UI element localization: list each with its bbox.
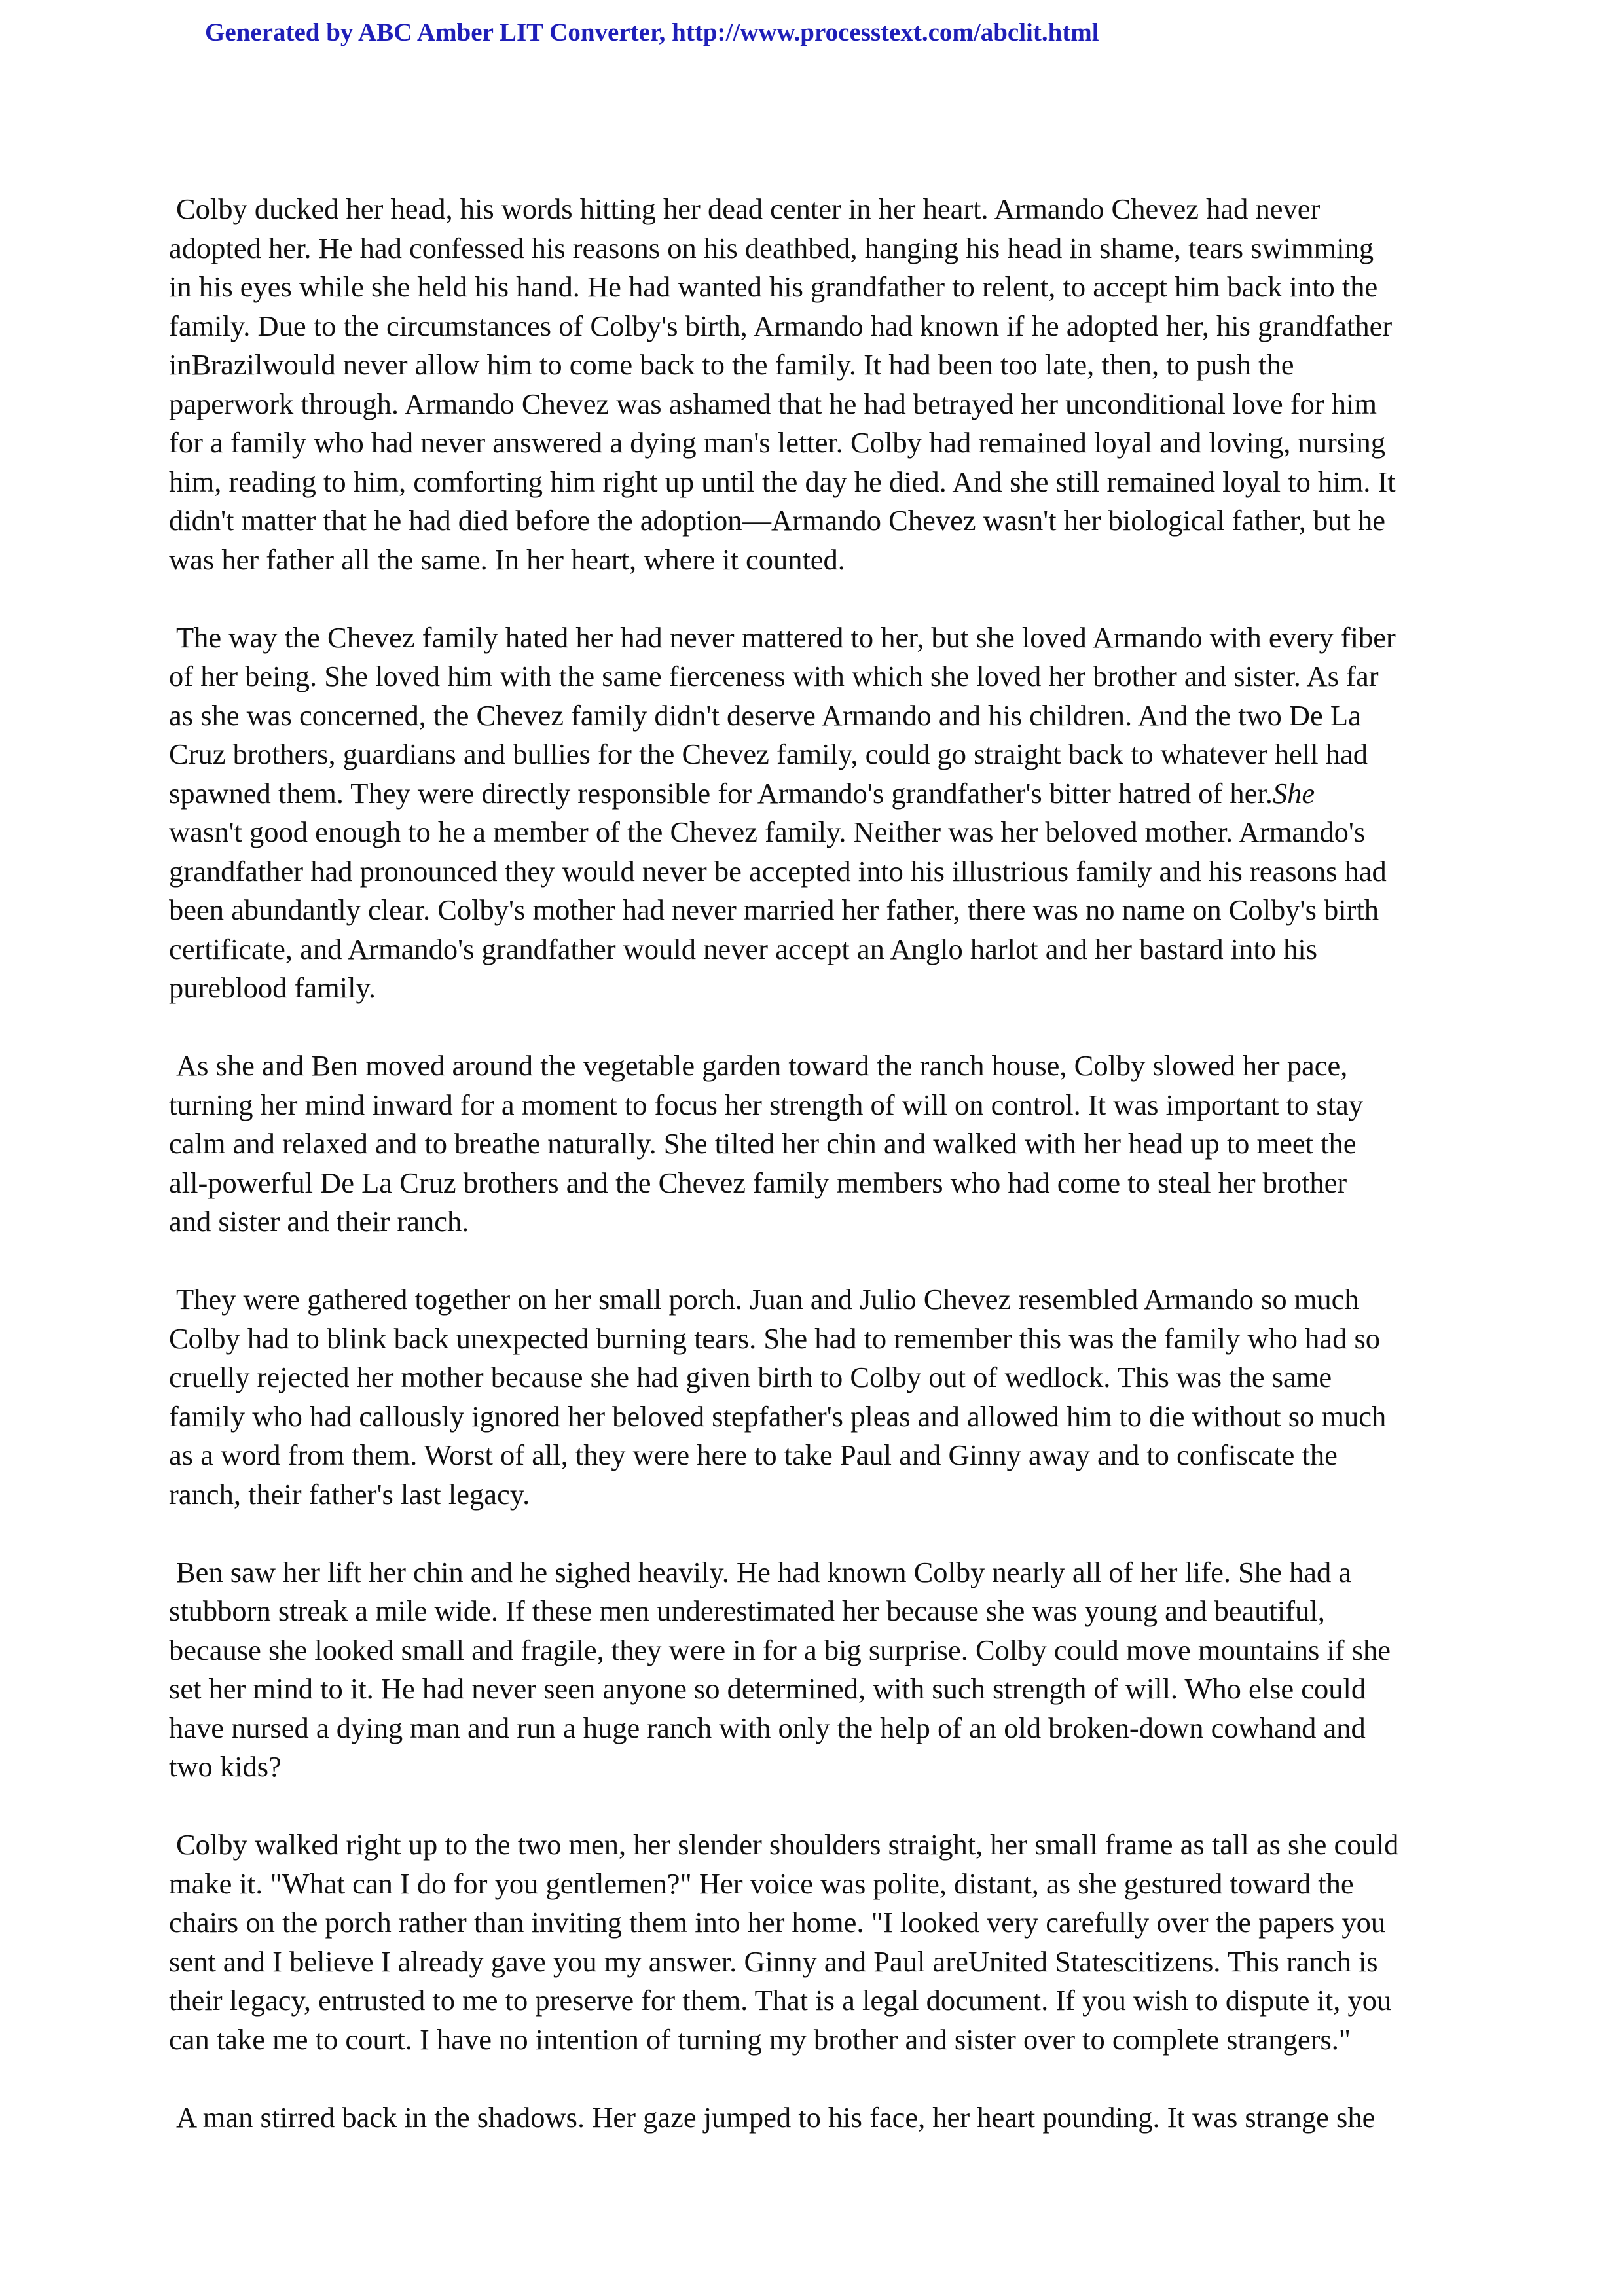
text-line: can take me to court. I have no intention of turning my brother and sister over to complete strangers." <box>169 2022 1351 2056</box>
converter-header: Generated by ABC Amber LIT Converter, http://www.processtext.com/abclit.html <box>205 18 1099 46</box>
text-line: pureblood family. <box>169 971 376 1004</box>
paragraph-4 <box>169 1280 1478 1514</box>
text-line: A man stirred back in the shadows. Her gaze jumped to his face, her heart pounding. It was strange she <box>176 2100 1376 2134</box>
text-line: two kids? <box>169 1750 282 1783</box>
text-line: been abundantly clear. Colby's mother had never married her father, there was no name on Colby's birth <box>169 893 1379 926</box>
text-line: Ben saw her lift her chin and he sighed heavily. He had known Colby nearly all of her life. She had a <box>176 1555 1352 1588</box>
text-line: As she and Ben moved around the vegetable garden toward the ranch house, Colby slowed her pace, <box>176 1049 1348 1082</box>
text-line <box>169 774 1478 814</box>
text-line: calm and relaxed and to breathe naturally. She tilted her chin and walked with her head up to meet the <box>169 1127 1357 1160</box>
text-line: family. Due to the circumstances of Colby's birth, Armando had known if he adopted her, his grandfather <box>169 309 1393 342</box>
text-line: as a word from them. Worst of all, they were here to take Paul and Ginny away and to confiscate the <box>169 1439 1338 1471</box>
text-line: have nursed a dying man and run a huge ranch with only the help of an old broken-down cowhand and <box>169 1711 1366 1744</box>
document-body <box>169 190 1478 2176</box>
text-line: Colby ducked her head, his words hitting her dead center in her heart. Armando Chevez had never <box>176 192 1321 225</box>
text-line: paperwork through. Armando Chevez was ashamed that he had betrayed her unconditional love for him <box>169 387 1377 420</box>
text-line: cruelly rejected her mother because she had given birth to Colby out of wedlock. This was the same <box>169 1361 1332 1393</box>
text-line: their legacy, entrusted to me to preserve for them. That is a legal document. If you wish to dispute it, you <box>169 1984 1392 2017</box>
text-line: in his eyes while she held his hand. He had wanted his grandfather to relent, to accept him back into the <box>169 270 1378 303</box>
text-line: and sister and their ranch. <box>169 1205 469 1238</box>
text-line: wasn't good enough to he a member of the Chevez family. Neither was her beloved mother. Armando's <box>169 816 1366 848</box>
paragraph-6 <box>169 1825 1478 2059</box>
text-line: stubborn streak a mile wide. If these men underestimated her because she was young and beautiful, <box>169 1594 1325 1627</box>
text-line: inBrazilwould never allow him to come back to the family. It had been too late, then, to push the <box>169 348 1294 381</box>
text-line: for a family who had never answered a dying man's letter. Colby had remained loyal and loving, nursing <box>169 426 1385 459</box>
text-line: The way the Chevez family hated her had never mattered to her, but she loved Armando with every fiber <box>176 620 1396 654</box>
text-line: Colby had to blink back unexpected burning tears. She had to remember this was the family who had so <box>169 1321 1381 1355</box>
text-line: They were gathered together on her small porch. Juan and Julio Chevez resembled Armando so much <box>176 1283 1359 1316</box>
text-line: family who had callously ignored her beloved stepfather's pleas and allowed him to die without so much <box>169 1399 1387 1433</box>
paragraph-5 <box>169 1553 1478 1787</box>
text-run: spawned them. They were directly responsible for Armando's grandfather's bitter hatred of her. <box>169 776 1273 810</box>
text-line: chairs on the porch rather than inviting them into her home. "I looked very carefully over the papers you <box>169 1906 1386 1939</box>
text-line: as she was concerned, the Chevez family didn't deserve Armando and his children. And the two De La <box>169 698 1361 732</box>
text-line: grandfather had pronounced they would never be accepted into his illustrious family and his reasons had <box>169 854 1387 888</box>
text-line: adopted her. He had confessed his reasons on his deathbed, hanging his head in shame, tears swimming <box>169 231 1374 264</box>
text-line: of her being. She loved him with the same fierceness with which she loved her brother and sister. As far <box>169 660 1379 692</box>
text-line: make it. "What can I do for you gentlemen?" Her voice was polite, distant, as she gestured toward the <box>169 1867 1354 1900</box>
paragraph-3 <box>169 1047 1478 1242</box>
paragraph-7 <box>169 2098 1478 2138</box>
text-line: turning her mind inward for a moment to focus her strength of will on control. It was important to stay <box>169 1088 1364 1121</box>
text-line: ranch, their father's last legacy. <box>169 1477 530 1511</box>
paragraph-2 <box>169 619 1478 1008</box>
text-line: didn't matter that he had died before the adoption—Armando Chevez wasn't her biological father, but he <box>169 504 1385 537</box>
text-line: Cruz brothers, guardians and bullies for the Chevez family, could go straight back to whatever hell had <box>169 738 1368 770</box>
text-line: all-powerful De La Cruz brothers and the Chevez family members who had come to steal her brother <box>169 1166 1347 1199</box>
text-line: sent and I believe I already gave you my answer. Ginny and Paul areUnited Statescitizens. This ranch is <box>169 1945 1378 1978</box>
italic-word: She <box>1272 776 1315 810</box>
text-line: was her father all the same. In her heart, where it counted. <box>169 543 845 576</box>
text-line: Colby walked right up to the two men, her slender shoulders straight, her small frame as tall as she could <box>176 1828 1399 1861</box>
text-line: certificate, and Armando's grandfather would never accept an Anglo harlot and her bastard into his <box>169 932 1318 965</box>
text-line: because she looked small and fragile, they were in for a big surprise. Colby could move mountains if she <box>169 1633 1391 1666</box>
text-line: him, reading to him, comforting him right up until the day he died. And she still remained loyal to him. It <box>169 465 1396 498</box>
paragraph-1 <box>169 190 1478 579</box>
text-line: set her mind to it. He had never seen anyone so determined, with such strength of will. Who else could <box>169 1672 1366 1705</box>
